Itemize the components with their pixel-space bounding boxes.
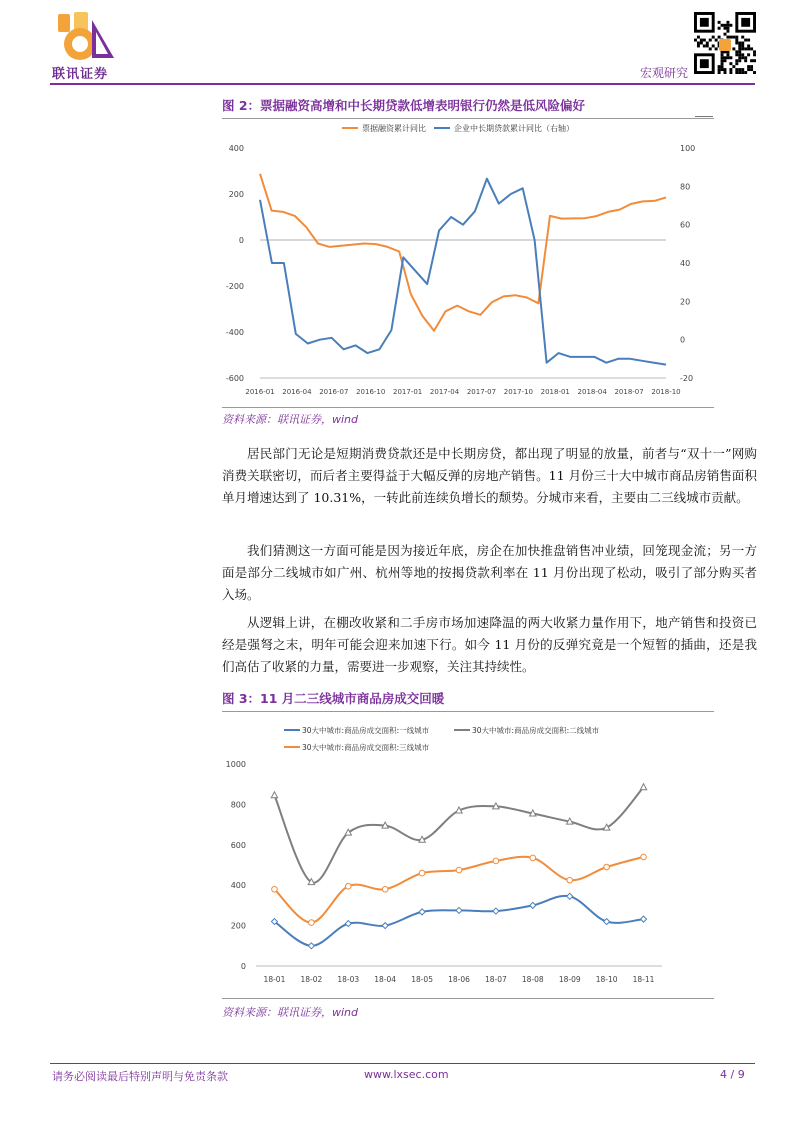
x-tick-label: 2018-01: [540, 388, 570, 396]
footer-divider: [50, 1063, 755, 1064]
brand-name: 联讯证券: [52, 67, 109, 82]
y-right-tick-label: 60: [680, 220, 691, 230]
y-right-tick-label: 20: [680, 297, 691, 307]
x-tick-label: 2017-01: [393, 388, 423, 396]
y-left-tick-label: -600: [225, 374, 244, 383]
x-tick-label: 18-08: [521, 975, 544, 984]
data-point: [382, 923, 388, 929]
figure3-title: 图 3：11 月二三线城市商品房成交回暖: [222, 691, 445, 706]
figure2-bottom-rule: [222, 407, 714, 408]
x-tick-label: 18-06: [448, 975, 470, 984]
footer-disclaimer[interactable]: 请务必阅读最后特别声明与免责条款: [52, 1070, 228, 1083]
data-point: [419, 870, 425, 876]
qr-code-icon: [694, 12, 756, 78]
data-point: [272, 886, 278, 892]
series-line-1: [274, 896, 643, 946]
x-tick-label: 2016-10: [356, 388, 386, 396]
y-tick-label: 800: [230, 800, 246, 810]
y-left-tick-label: 0: [238, 236, 244, 245]
series-line-1: [260, 174, 666, 331]
data-point: [345, 883, 351, 889]
y-left-tick-label: 200: [228, 190, 244, 199]
figure3-chart: [222, 712, 714, 996]
data-point: [308, 943, 314, 949]
data-point: [493, 908, 499, 914]
x-tick-label: 2016-04: [282, 388, 312, 396]
y-right-tick-label: 80: [680, 182, 691, 192]
figure2-title: 图 2：票据融资高增和中长期贷款低增表明银行仍然是低风险偏好: [222, 98, 586, 113]
legend-label-2: 企业中长期贷款累计同比（右轴）: [454, 124, 574, 133]
y-left-tick-label: -400: [225, 328, 244, 337]
company-logo: [52, 10, 122, 62]
footer-page-number: 4 / 9: [720, 1068, 745, 1081]
data-point: [530, 902, 536, 908]
data-point: [641, 854, 647, 860]
y-left-tick-label: -200: [225, 282, 244, 291]
paragraph-1: 居民部门无论是短期消费贷款还是中长期房贷，都出现了明显的放量，前者与“双十一”网购消费关联密切，而后者主要得益于大幅反弹的房地产销售。11 月份三十大中城市商品房销售面积单月增速达到了 10.31%，一转此前连续负增长的颓势。分城市来看，主要由二三线城市贡献。: [222, 446, 757, 505]
x-tick-label: 18-03: [337, 975, 360, 984]
x-tick-label: 18-01: [263, 975, 286, 984]
legend-label-1: 30大中城市:商品房成交面积:一线城市: [302, 726, 430, 735]
x-tick-label: 18-02: [300, 975, 323, 984]
y-tick-label: 400: [230, 881, 246, 891]
data-point: [271, 792, 277, 798]
x-tick-label: 18-07: [485, 975, 507, 984]
y-right-tick-label: -20: [680, 374, 694, 383]
x-tick-label: 18-04: [374, 975, 397, 984]
data-point: [345, 921, 351, 927]
figure2-source: 资料来源：联讯证券，wind: [222, 413, 359, 426]
y-tick-label: 1000: [225, 760, 246, 769]
x-tick-label: 2017-04: [429, 388, 460, 396]
legend-label-2: 30大中城市:商品房成交面积:二线城市: [472, 726, 600, 735]
footer-website[interactable]: www.lxsec.com: [364, 1068, 449, 1081]
y-left-tick-label: 400: [228, 144, 244, 153]
data-point: [309, 920, 315, 926]
x-tick-label: 2016-01: [245, 388, 275, 396]
x-tick-label: 2017-07: [466, 388, 497, 396]
x-tick-label: 2018-04: [577, 388, 607, 396]
legend-label-1: 票据融资累计同比: [362, 124, 426, 133]
data-point: [456, 907, 462, 913]
data-point: [530, 855, 536, 861]
data-point: [382, 886, 388, 892]
figure2-title-mark: [695, 116, 713, 117]
y-tick-label: 0: [240, 962, 246, 971]
series-line-2: [260, 179, 666, 365]
x-tick-label: 18-05: [411, 975, 433, 984]
data-point: [567, 877, 573, 883]
data-point: [493, 858, 499, 864]
x-tick-label: 2016-07: [319, 388, 349, 396]
data-point: [456, 867, 462, 873]
x-tick-label: 18-10: [595, 975, 618, 984]
y-right-tick-label: 0: [680, 335, 686, 345]
data-point: [641, 916, 647, 922]
data-point: [604, 919, 610, 925]
data-point: [604, 864, 610, 870]
paragraph-3: 从逻辑上讲，在棚改收紧和二手房市场加速降温的两大收紧力量作用下，地产销售和投资已经是强弩之末，明年可能会迎来加速下行。如今 11 月份的反弹究竟是一个短暂的插曲，还是我们高估了收紧的力量，需要进一步观察，关注其持续性。: [222, 615, 757, 674]
data-point: [567, 893, 573, 899]
x-tick-label: 18-11: [632, 975, 655, 984]
figure3-bottom-rule: [222, 998, 714, 999]
x-tick-label: 2018-07: [614, 388, 644, 396]
y-right-tick-label: 100: [680, 144, 696, 153]
figure2-chart: [222, 118, 714, 408]
x-tick-label: 2018-10: [651, 388, 681, 396]
data-point: [419, 909, 425, 915]
y-tick-label: 600: [230, 840, 246, 850]
x-tick-label: 2017-10: [503, 388, 533, 396]
figure3-source: 资料来源：联讯证券，wind: [222, 1006, 359, 1019]
header-divider: [50, 83, 755, 85]
y-tick-label: 200: [230, 921, 246, 931]
legend-label-3: 30大中城市:商品房成交面积:三线城市: [302, 743, 430, 752]
section-label: 宏观研究: [640, 66, 689, 80]
y-right-tick-label: 40: [680, 259, 691, 268]
paragraph-2: 我们猜测这一方面可能是因为接近年底，房企在加快推盘销售冲业绩，回笼现金流；另一方面是部分二线城市如广州、杭州等地的按揭贷款利率在 11 月份出现了松动，吸引了部分购买者入场。: [222, 543, 757, 602]
data-point: [640, 784, 646, 790]
x-tick-label: 18-09: [558, 975, 581, 984]
